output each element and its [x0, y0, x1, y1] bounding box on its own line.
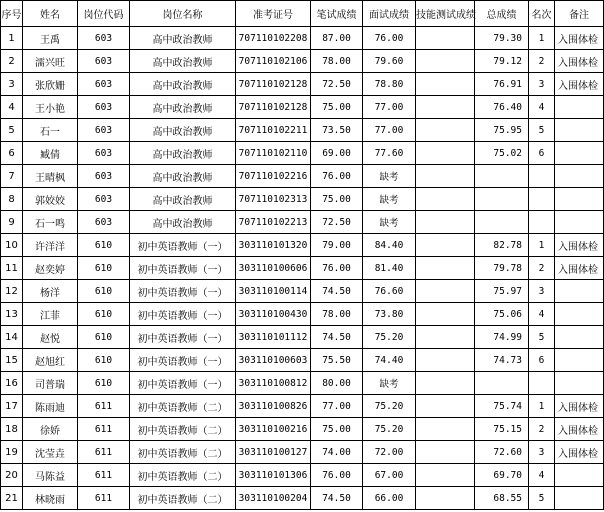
cell-post: 初中英语教师（二）	[130, 464, 236, 487]
cell-name: 杨洋	[23, 280, 78, 303]
cell-name: 赵奕婷	[23, 257, 78, 280]
cell-exam-number: 707110102128	[236, 96, 311, 119]
cell-exam-number: 303110100603	[236, 349, 311, 372]
cell-written-score: 79.00	[311, 234, 363, 257]
cell-no: 3	[1, 73, 23, 96]
cell-rank: 3	[529, 441, 555, 464]
cell-exam-number: 707110102110	[236, 142, 311, 165]
cell-code: 611	[78, 464, 130, 487]
cell-written-score: 72.50	[311, 211, 363, 234]
cell-name: 石一	[23, 119, 78, 142]
cell-interview-score: 76.60	[363, 280, 416, 303]
cell-note: 入围体检	[555, 234, 604, 257]
header-name: 姓名	[23, 1, 78, 27]
table-row	[1, 349, 604, 372]
table-row	[1, 27, 604, 50]
cell-interview-score: 84.40	[363, 234, 416, 257]
cell-interview-score: 66.00	[363, 487, 416, 510]
cell-post: 高中政治教师	[130, 142, 236, 165]
cell-rank: 5	[529, 326, 555, 349]
cell-written-score: 78.00	[311, 50, 363, 73]
table-row	[1, 234, 604, 257]
cell-code: 611	[78, 395, 130, 418]
cell-exam-number: 707110102213	[236, 211, 311, 234]
cell-note	[555, 349, 604, 372]
cell-total-score: 74.99	[475, 326, 529, 349]
cell-skill-score	[416, 280, 475, 303]
cell-skill-score	[416, 119, 475, 142]
cell-name: 林晓雨	[23, 487, 78, 510]
cell-note	[555, 96, 604, 119]
cell-interview-score: 77.00	[363, 119, 416, 142]
header-skill-score: 技能测试成绩	[416, 1, 475, 27]
cell-post: 初中英语教师（二）	[130, 418, 236, 441]
header-note: 备注	[555, 1, 604, 27]
cell-skill-score	[416, 234, 475, 257]
cell-code: 611	[78, 487, 130, 510]
cell-post: 初中英语教师（一）	[130, 326, 236, 349]
cell-no: 20	[1, 464, 23, 487]
cell-total-score: 75.74	[475, 395, 529, 418]
cell-name: 沈莹垚	[23, 441, 78, 464]
cell-code: 610	[78, 303, 130, 326]
cell-code: 603	[78, 188, 130, 211]
cell-exam-number: 303110101320	[236, 234, 311, 257]
cell-skill-score	[416, 395, 475, 418]
cell-total-score: 75.15	[475, 418, 529, 441]
cell-written-score: 74.50	[311, 280, 363, 303]
cell-skill-score	[416, 464, 475, 487]
cell-no: 17	[1, 395, 23, 418]
cell-rank: 3	[529, 280, 555, 303]
table-row	[1, 326, 604, 349]
cell-rank: 6	[529, 349, 555, 372]
table-row	[1, 188, 604, 211]
cell-post: 高中政治教师	[130, 188, 236, 211]
cell-code: 610	[78, 257, 130, 280]
cell-code: 611	[78, 441, 130, 464]
cell-skill-score	[416, 73, 475, 96]
cell-total-score	[475, 165, 529, 188]
cell-rank	[529, 372, 555, 395]
cell-exam-number: 303110100430	[236, 303, 311, 326]
cell-post: 初中英语教师（一）	[130, 257, 236, 280]
cell-name: 赵旭红	[23, 349, 78, 372]
cell-name: 许洋洋	[23, 234, 78, 257]
table-row	[1, 211, 604, 234]
header-row	[1, 1, 604, 27]
cell-skill-score	[416, 165, 475, 188]
cell-name: 王禹	[23, 27, 78, 50]
cell-no: 5	[1, 119, 23, 142]
cell-skill-score	[416, 349, 475, 372]
cell-interview-score: 77.60	[363, 142, 416, 165]
cell-no: 1	[1, 27, 23, 50]
cell-interview-score: 75.20	[363, 395, 416, 418]
cell-name: 赵悦	[23, 326, 78, 349]
cell-skill-score	[416, 211, 475, 234]
cell-rank	[529, 188, 555, 211]
cell-total-score: 74.73	[475, 349, 529, 372]
cell-written-score: 72.50	[311, 73, 363, 96]
cell-post: 初中英语教师（一）	[130, 280, 236, 303]
cell-written-score: 74.00	[311, 441, 363, 464]
cell-rank: 5	[529, 119, 555, 142]
cell-skill-score	[416, 326, 475, 349]
cell-name: 马陈益	[23, 464, 78, 487]
cell-note: 入围体检	[555, 441, 604, 464]
cell-post: 初中英语教师（二）	[130, 441, 236, 464]
cell-rank: 2	[529, 257, 555, 280]
cell-exam-number: 303110101112	[236, 326, 311, 349]
cell-rank: 6	[529, 142, 555, 165]
header-total-score: 总成绩	[475, 1, 529, 27]
table-row	[1, 464, 604, 487]
cell-rank	[529, 211, 555, 234]
cell-no: 15	[1, 349, 23, 372]
cell-exam-number: 303110100127	[236, 441, 311, 464]
cell-name: 司普瑞	[23, 372, 78, 395]
cell-code: 603	[78, 73, 130, 96]
cell-exam-number: 707110102211	[236, 119, 311, 142]
cell-no: 10	[1, 234, 23, 257]
cell-written-score: 73.50	[311, 119, 363, 142]
cell-name: 陈雨迪	[23, 395, 78, 418]
cell-written-score: 78.00	[311, 303, 363, 326]
cell-exam-number: 707110102106	[236, 50, 311, 73]
cell-note	[555, 165, 604, 188]
header-code: 岗位代码	[78, 1, 130, 27]
cell-skill-score	[416, 441, 475, 464]
cell-skill-score	[416, 257, 475, 280]
cell-rank: 4	[529, 303, 555, 326]
cell-no: 21	[1, 487, 23, 510]
cell-note: 入围体检	[555, 257, 604, 280]
cell-interview-score: 缺考	[363, 372, 416, 395]
cell-code: 603	[78, 27, 130, 50]
cell-post: 高中政治教师	[130, 96, 236, 119]
cell-exam-number: 303110100812	[236, 372, 311, 395]
header-interview-score: 面试成绩	[363, 1, 416, 27]
cell-name: 臧倩	[23, 142, 78, 165]
cell-rank: 1	[529, 27, 555, 50]
cell-note: 入围体检	[555, 395, 604, 418]
cell-rank: 1	[529, 234, 555, 257]
cell-total-score: 75.97	[475, 280, 529, 303]
cell-exam-number: 303110100826	[236, 395, 311, 418]
cell-written-score: 87.00	[311, 27, 363, 50]
table-row	[1, 280, 604, 303]
cell-skill-score	[416, 418, 475, 441]
cell-interview-score: 81.40	[363, 257, 416, 280]
table-row	[1, 418, 604, 441]
cell-rank: 5	[529, 487, 555, 510]
cell-note	[555, 142, 604, 165]
cell-no: 6	[1, 142, 23, 165]
cell-no: 12	[1, 280, 23, 303]
table-row	[1, 142, 604, 165]
table-row	[1, 119, 604, 142]
table-row	[1, 441, 604, 464]
cell-total-score: 75.06	[475, 303, 529, 326]
cell-post: 初中英语教师（一）	[130, 234, 236, 257]
cell-total-score: 75.95	[475, 119, 529, 142]
cell-note: 入围体检	[555, 27, 604, 50]
cell-no: 8	[1, 188, 23, 211]
cell-code: 603	[78, 50, 130, 73]
cell-rank	[529, 165, 555, 188]
cell-note	[555, 303, 604, 326]
cell-no: 7	[1, 165, 23, 188]
cell-note	[555, 211, 604, 234]
cell-no: 4	[1, 96, 23, 119]
cell-total-score: 79.30	[475, 27, 529, 50]
cell-exam-number: 303110100606	[236, 257, 311, 280]
cell-note	[555, 188, 604, 211]
header-written-score: 笔试成绩	[311, 1, 363, 27]
cell-code: 603	[78, 119, 130, 142]
cell-no: 19	[1, 441, 23, 464]
cell-code: 603	[78, 211, 130, 234]
header-no: 序号	[1, 1, 23, 27]
cell-name: 张欣姗	[23, 73, 78, 96]
cell-code: 610	[78, 349, 130, 372]
cell-no: 14	[1, 326, 23, 349]
cell-interview-score: 77.00	[363, 96, 416, 119]
table-row	[1, 257, 604, 280]
cell-written-score: 74.50	[311, 326, 363, 349]
cell-no: 9	[1, 211, 23, 234]
cell-note	[555, 326, 604, 349]
cell-post: 初中英语教师（二）	[130, 395, 236, 418]
cell-post: 高中政治教师	[130, 165, 236, 188]
cell-no: 11	[1, 257, 23, 280]
header-exam-number: 准考证号	[236, 1, 311, 27]
cell-exam-number: 303110101306	[236, 464, 311, 487]
cell-exam-number: 707110102128	[236, 73, 311, 96]
cell-rank: 2	[529, 418, 555, 441]
cell-written-score: 75.50	[311, 349, 363, 372]
cell-written-score: 75.00	[311, 96, 363, 119]
cell-total-score: 82.78	[475, 234, 529, 257]
cell-name: 王小艳	[23, 96, 78, 119]
cell-written-score: 74.50	[311, 487, 363, 510]
cell-skill-score	[416, 372, 475, 395]
cell-written-score: 75.00	[311, 418, 363, 441]
cell-total-score: 79.12	[475, 50, 529, 73]
cell-rank: 3	[529, 73, 555, 96]
cell-exam-number: 707110102216	[236, 165, 311, 188]
cell-exam-number: 303110100216	[236, 418, 311, 441]
cell-post: 初中英语教师（一）	[130, 303, 236, 326]
cell-interview-score: 74.40	[363, 349, 416, 372]
cell-total-score: 76.40	[475, 96, 529, 119]
cell-code: 603	[78, 96, 130, 119]
cell-interview-score: 75.20	[363, 326, 416, 349]
cell-name: 江菲	[23, 303, 78, 326]
cell-total-score: 76.91	[475, 73, 529, 96]
cell-code: 603	[78, 142, 130, 165]
cell-written-score: 76.00	[311, 165, 363, 188]
cell-note: 入围体检	[555, 418, 604, 441]
header-post: 岗位名称	[130, 1, 236, 27]
cell-total-score: 79.78	[475, 257, 529, 280]
cell-interview-score: 75.20	[363, 418, 416, 441]
cell-note	[555, 280, 604, 303]
cell-note	[555, 464, 604, 487]
cell-rank: 4	[529, 464, 555, 487]
cell-rank: 4	[529, 96, 555, 119]
table-row	[1, 303, 604, 326]
table-row	[1, 372, 604, 395]
cell-no: 2	[1, 50, 23, 73]
cell-skill-score	[416, 487, 475, 510]
cell-skill-score	[416, 96, 475, 119]
cell-exam-number: 303110100204	[236, 487, 311, 510]
cell-code: 610	[78, 280, 130, 303]
cell-written-score: 76.00	[311, 257, 363, 280]
cell-interview-score: 73.80	[363, 303, 416, 326]
cell-post: 高中政治教师	[130, 73, 236, 96]
table-row	[1, 50, 604, 73]
cell-total-score	[475, 211, 529, 234]
cell-code: 603	[78, 165, 130, 188]
cell-total-score: 69.70	[475, 464, 529, 487]
cell-name: 郭姣姣	[23, 188, 78, 211]
cell-note	[555, 372, 604, 395]
cell-note: 入围体检	[555, 73, 604, 96]
table-row	[1, 73, 604, 96]
cell-note	[555, 119, 604, 142]
cell-code: 610	[78, 234, 130, 257]
cell-name: 石一鸣	[23, 211, 78, 234]
cell-note	[555, 487, 604, 510]
table-row	[1, 395, 604, 418]
cell-no: 13	[1, 303, 23, 326]
cell-no: 16	[1, 372, 23, 395]
cell-total-score	[475, 372, 529, 395]
table-row	[1, 96, 604, 119]
cell-interview-score: 79.60	[363, 50, 416, 73]
cell-rank: 2	[529, 50, 555, 73]
cell-interview-score: 缺考	[363, 211, 416, 234]
cell-total-score: 75.02	[475, 142, 529, 165]
cell-post: 高中政治教师	[130, 119, 236, 142]
cell-code: 610	[78, 326, 130, 349]
cell-name: 徐娇	[23, 418, 78, 441]
cell-written-score: 76.00	[311, 464, 363, 487]
cell-interview-score: 缺考	[363, 165, 416, 188]
table-row	[1, 165, 604, 188]
cell-written-score: 75.00	[311, 188, 363, 211]
cell-skill-score	[416, 27, 475, 50]
cell-total-score: 72.60	[475, 441, 529, 464]
cell-total-score: 68.55	[475, 487, 529, 510]
cell-exam-number: 707110102313	[236, 188, 311, 211]
cell-exam-number: 303110100114	[236, 280, 311, 303]
cell-post: 初中英语教师（一）	[130, 372, 236, 395]
cell-skill-score	[416, 303, 475, 326]
cell-post: 高中政治教师	[130, 50, 236, 73]
cell-total-score	[475, 188, 529, 211]
cell-code: 610	[78, 372, 130, 395]
cell-name: 王晴枫	[23, 165, 78, 188]
cell-written-score: 69.00	[311, 142, 363, 165]
cell-interview-score: 78.80	[363, 73, 416, 96]
cell-no: 18	[1, 418, 23, 441]
header-rank: 名次	[529, 1, 555, 27]
cell-interview-score: 76.00	[363, 27, 416, 50]
cell-interview-score: 72.00	[363, 441, 416, 464]
cell-name: 濡兴旺	[23, 50, 78, 73]
cell-skill-score	[416, 188, 475, 211]
cell-rank: 1	[529, 395, 555, 418]
cell-skill-score	[416, 142, 475, 165]
cell-exam-number: 707110102208	[236, 27, 311, 50]
cell-interview-score: 67.00	[363, 464, 416, 487]
cell-written-score: 77.00	[311, 395, 363, 418]
cell-code: 611	[78, 418, 130, 441]
cell-interview-score: 缺考	[363, 188, 416, 211]
cell-written-score: 80.00	[311, 372, 363, 395]
table-row	[1, 487, 604, 510]
cell-skill-score	[416, 50, 475, 73]
cell-post: 高中政治教师	[130, 27, 236, 50]
cell-post: 初中英语教师（二）	[130, 487, 236, 510]
cell-note: 入围体检	[555, 50, 604, 73]
cell-post: 高中政治教师	[130, 211, 236, 234]
cell-post: 初中英语教师（一）	[130, 349, 236, 372]
